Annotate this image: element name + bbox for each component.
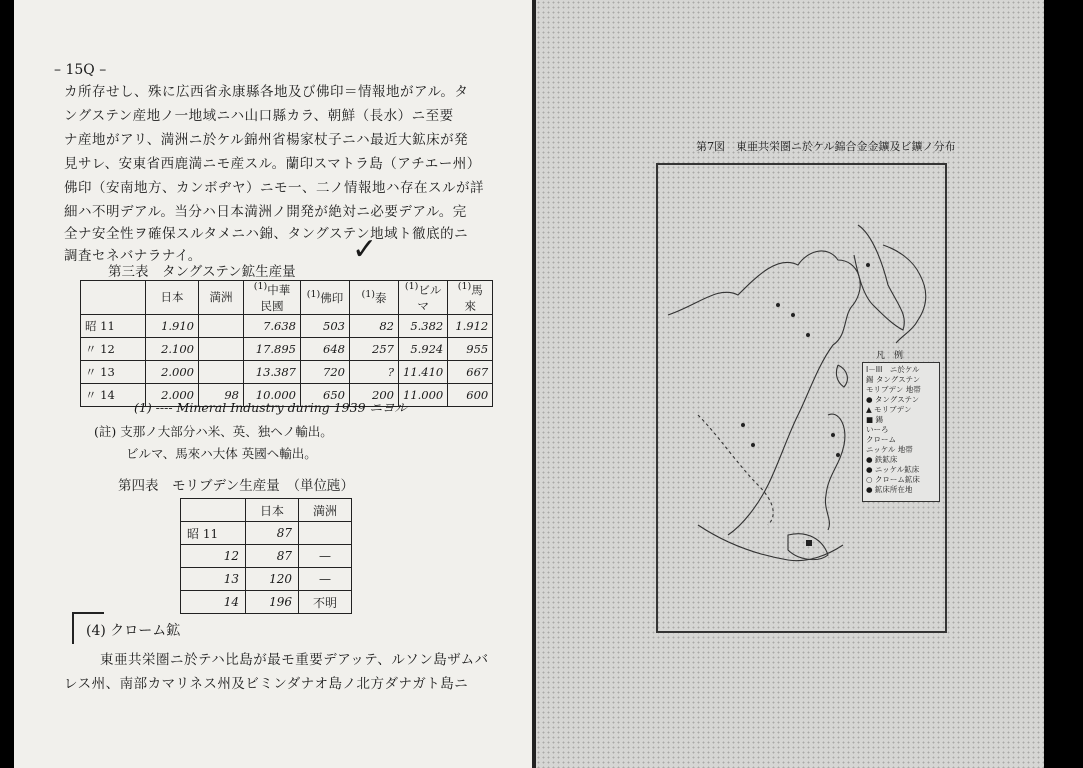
table-cell: 5.924	[399, 337, 448, 360]
table-cell: 1.910	[146, 314, 199, 337]
deposit-marker	[806, 540, 812, 546]
body-line: 調査セネバナラナイ。	[64, 248, 202, 264]
table-cell: 648	[301, 337, 350, 360]
table-header-cell: $^{(1)}$馬來	[448, 281, 493, 315]
table-cell: 2.100	[146, 337, 199, 360]
table-cell: 120	[246, 568, 299, 591]
body-line: 細ハ不明デアル。当分ハ日本満洲ノ開発が絶対ニ必要デアル。完	[64, 204, 467, 220]
body-line: 佛印（安南地方、カンボヂヤ）ニモ一、二ノ情報地ハ存在スルが詳	[64, 180, 484, 196]
table-row	[181, 545, 352, 568]
table-cell	[299, 522, 352, 545]
header-note: (1)	[361, 289, 376, 300]
deposit-marker	[741, 423, 745, 427]
legend-item: クローム	[866, 435, 896, 444]
table-cell: 87	[246, 545, 299, 568]
table-cell: 7.638	[244, 314, 301, 337]
table-cell: 503	[301, 314, 350, 337]
table-header-cell: $^{(1)}$佛印	[301, 281, 350, 315]
tungsten-production-table	[80, 280, 493, 407]
table-cell: 200	[350, 383, 399, 406]
taiwan-outline	[836, 365, 847, 387]
table-header-row	[81, 281, 493, 315]
table-cell	[199, 337, 244, 360]
table-cell: 11.410	[399, 360, 448, 383]
table-header-cell: 満洲	[199, 281, 244, 315]
table-cell: 13.387	[244, 360, 301, 383]
legend-item: ● ニッケル鉱床	[866, 465, 920, 474]
legend-item: ● 鉱床所在地	[866, 485, 913, 494]
check-mark-icon: ✓	[352, 232, 378, 267]
table-cell: 11.000	[399, 383, 448, 406]
table-cell: 955	[448, 337, 493, 360]
table-row	[81, 314, 493, 337]
table-header-cell: $^{(1)}$中華民國	[244, 281, 301, 315]
table-cell: 600	[448, 383, 493, 406]
table-row	[181, 591, 352, 614]
table-row	[81, 337, 493, 360]
table-cell: 98	[199, 383, 244, 406]
table-cell: 17.895	[244, 337, 301, 360]
table-cell: 〃 14	[81, 383, 146, 406]
deposit-marker	[791, 313, 795, 317]
note-line: ビルマ、馬來ハ大体 英國ヘ輸出。	[126, 446, 317, 461]
table-header-cell: 日本	[246, 499, 299, 522]
table-cell: 2.000	[146, 360, 199, 383]
table-cell: 2.000	[146, 383, 199, 406]
section-heading: (4) クローム鉱	[86, 623, 181, 639]
table-header-cell: 日本	[146, 281, 199, 315]
legend-item: ■ 錫	[866, 415, 883, 424]
japan-outline	[883, 245, 926, 343]
table-cell: 12	[181, 545, 246, 568]
legend-item: I－III ニ於ケル	[866, 365, 920, 374]
deposit-marker	[836, 453, 840, 457]
table-cell: —	[299, 545, 352, 568]
body-line: 東亜共栄圏ニ於テハ比島が最モ重要デアッテ、ルソン島ザムバ	[100, 652, 489, 668]
mainland-coast	[668, 251, 860, 535]
table-cell: 720	[301, 360, 350, 383]
tin-belt-boundary	[698, 415, 773, 525]
table-cell: 昭 11	[81, 314, 146, 337]
table-cell: 257	[350, 337, 399, 360]
table-cell: —	[299, 568, 352, 591]
deposit-marker	[776, 303, 780, 307]
table-cell: 667	[448, 360, 493, 383]
page-number: – 15Q –	[54, 62, 107, 78]
table-cell: 〃 12	[81, 337, 146, 360]
table-cell: 〃 13	[81, 360, 146, 383]
deposit-marker	[751, 443, 755, 447]
table-header-cell: $^{(1)}$ビルマ	[399, 281, 448, 315]
table-header-cell	[81, 281, 146, 315]
table-header-cell: $^{(1)}$泰	[350, 281, 399, 315]
deposit-marker	[806, 333, 810, 337]
table-cell	[199, 360, 244, 383]
table-header-row	[181, 499, 352, 522]
philippines-outline	[825, 414, 844, 530]
korea-outline	[854, 225, 904, 330]
table-cell: 10.000	[244, 383, 301, 406]
table-row	[181, 568, 352, 591]
legend-item: ● タングステン	[866, 395, 920, 404]
table3-caption: 第三表 タングステン鉱生産量	[108, 264, 296, 280]
map-legend	[862, 362, 940, 502]
table-cell: 昭 11	[181, 522, 246, 545]
legend-item: 錫 タングステン	[866, 375, 921, 384]
table-cell: 1.912	[448, 314, 493, 337]
header-note: (1)	[457, 281, 472, 292]
table-cell: 82	[350, 314, 399, 337]
legend-item: ▲ モリブデン	[866, 405, 912, 414]
table-cell: 13	[181, 568, 246, 591]
map-title: 第7図 東亜共栄圏ニ於ケル錦合金金鑛及ビ鑛ノ分布	[696, 140, 956, 153]
legend-item: ニッケル 地帯	[866, 445, 913, 454]
header-note: (1)	[253, 281, 268, 292]
table-cell: 14	[181, 591, 246, 614]
molybdenum-production-table	[180, 498, 352, 614]
deposit-marker	[866, 263, 870, 267]
legend-item: いーろ	[866, 425, 889, 434]
table-row	[81, 360, 493, 383]
deposit-marker	[831, 433, 835, 437]
table-cell: 650	[301, 383, 350, 406]
table-cell: 5.382	[399, 314, 448, 337]
body-line: ナ産地がアリ、満洲ニ於ケル錦州省楊家杖子ニハ最近大鉱床が発	[64, 132, 469, 148]
table-header-cell: 満洲	[299, 499, 352, 522]
legend-title: 凡 例	[876, 351, 904, 361]
table-row	[181, 522, 352, 545]
body-line: レス州、南部カマリネス州及ビミンダナオ島ノ北方ダナガト島ニ	[64, 676, 469, 692]
table-cell: 87	[246, 522, 299, 545]
table-cell	[199, 314, 244, 337]
table-cell: 不明	[299, 591, 352, 614]
body-line: カ所存せし、殊に広西省永康縣各地及び佛印＝情報地がアル。タ	[64, 84, 469, 100]
table-cell: 196	[246, 591, 299, 614]
body-line: 見サレ、安東省西鹿満ニモ産スル。蘭印スマトラ島（アチエー州）	[64, 156, 481, 172]
body-line: ングステン産地ノ一地域ニハ山口縣カラ、朝鮮（長水）ニ至要	[64, 108, 454, 124]
table3-source-note: (1) ---- Mineral Industry during 1939 ニヨル	[134, 400, 408, 415]
legend-item: ○ クローム鉱床	[866, 475, 920, 484]
table-cell: ?	[350, 360, 399, 383]
note-line: (註) 支那ノ大部分ハ米、英、独ヘノ輸出。	[94, 424, 333, 439]
table4-caption: 第四表 モリブデン生産量 （単位瓲）	[118, 478, 354, 494]
legend-item: ● 鉄鉱床	[866, 455, 898, 464]
legend-item: モリブデン 地帯	[866, 385, 921, 394]
left-page	[14, 0, 534, 768]
body-line: 全ナ安全性ヲ確保スルタメニハ錦、タングステン地域ト徹底的ニ	[64, 226, 469, 242]
header-note: (1)	[306, 289, 321, 300]
header-note: (1)	[404, 281, 419, 292]
table-header-cell	[181, 499, 246, 522]
